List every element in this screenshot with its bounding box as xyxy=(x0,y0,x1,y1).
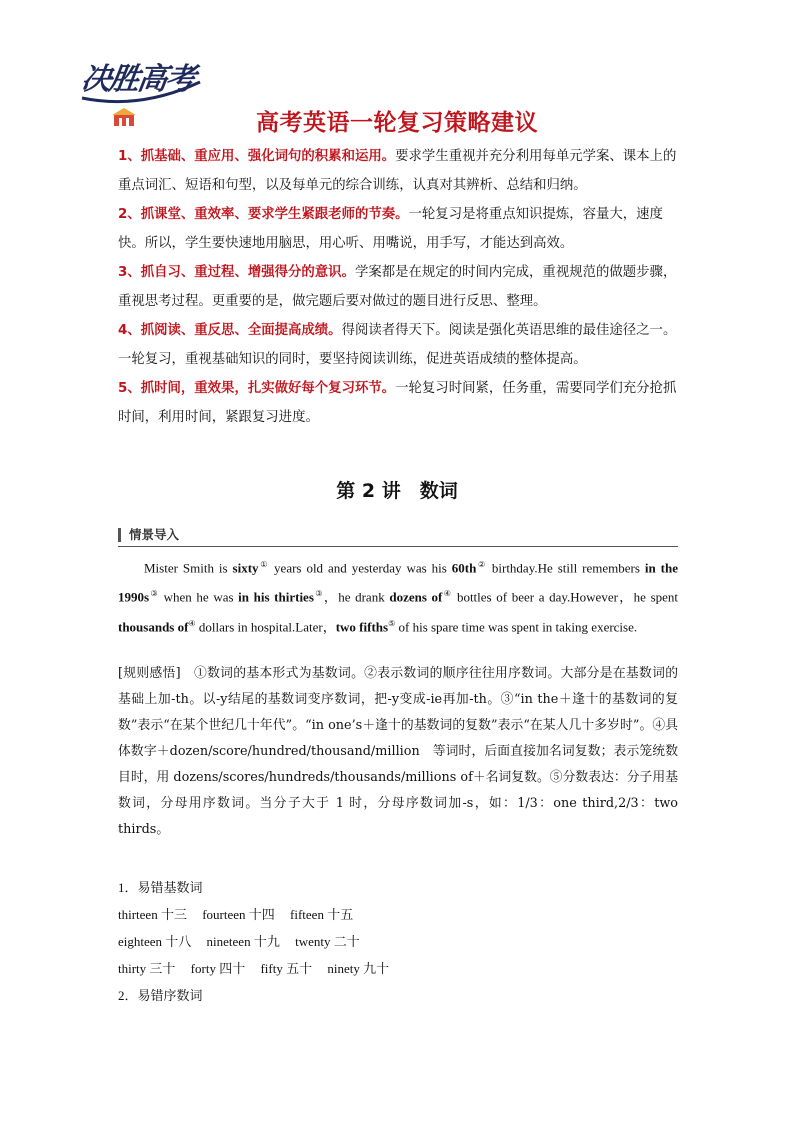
tip-highlight: 3、抓自习、重过程、增强得分的意识。 xyxy=(118,265,355,280)
passage-marker: ③ xyxy=(149,589,159,599)
list-item: nineteen 十九 xyxy=(206,934,280,949)
list-item: thirteen 十三 xyxy=(118,907,187,922)
list-row xyxy=(118,901,678,928)
passage-marker: ④ xyxy=(188,618,196,628)
passage-marker: ① xyxy=(258,560,270,569)
passage-text: of his spare time was spent in taking exercise. xyxy=(395,618,638,634)
list-item: fifteen 十五 xyxy=(290,907,354,922)
list-item: eighteen 十八 xyxy=(118,934,192,949)
passage-text: when he was xyxy=(159,589,239,605)
tip-body: 要求学生重视并充分利用每单元学案、课本上的重点词汇、短语和句型，以及每单元的综合训练，认真对其辨析、总结和归纳。 xyxy=(118,149,677,193)
list-item: fourteen 十四 xyxy=(202,907,275,922)
tip-body: 一轮复习时间紧，任务重，需要同学们充分抢抓时间，利用时间，紧跟复习进度。 xyxy=(118,381,677,425)
tip-highlight: 2、抓课堂、重效率、要求学生紧跟老师的节奏。 xyxy=(118,207,409,222)
list-item: twenty 二十 xyxy=(295,934,360,949)
section-label: 情景导入 xyxy=(118,528,179,542)
rule-insight: [规则感悟] ①数词的基本形式为基数词。②表示数词的顺序往往用序数词。大部分是在基数词的基础上加-th。以-y结尾的基数词变序数词，把-y变成-ie再加-th。③“in the＋逢十的基数词的复数”表示“在某个世纪几十年代”。“in one’s＋逢十的基数词的复数”表示“在某人几十多岁时”。④具体数字＋dozen/score/hundred/thousand/million 等词时，后面直接加名词复数；表示笼统数目时，用 dozens/scores/hundreds/thousands/millions of＋名词复数。⑤分数表达：分子用基数词，分母用序数词。当分子大于 1 时，分母序数词加-s，如：1/3：one third,2/3：two thirds。 xyxy=(118,666,678,837)
numeral-lists xyxy=(118,874,678,1009)
passage-keyword: two fifths xyxy=(335,618,389,634)
tip-body: 学案都是在规定的时间内完成，重视规范的做题步骤，重视思考过程。更重要的是，做完题后要对做过的题目进行反思、整理。 xyxy=(118,265,677,309)
passage-keyword: thousands of xyxy=(118,618,189,634)
passage-text: bottles of beer a day.However，he spent xyxy=(452,589,679,605)
tip-highlight: 1、抓基础、重应用、强化词句的积累和运用。 xyxy=(118,149,396,164)
list-row xyxy=(118,955,678,982)
section-header xyxy=(118,526,678,547)
logo-text: 决胜高考 xyxy=(79,62,196,97)
list-item: forty 四十 xyxy=(190,961,246,976)
passage-text: birthday.He still remembers xyxy=(486,560,645,576)
tip-item xyxy=(118,200,678,258)
passage-keyword: sixty xyxy=(232,560,259,576)
tip-body: 一轮复习是将重点知识提炼，容量大，速度快。所以，学生要快速地用脑思，用心听、用嘴说，用手写，才能达到高效。 xyxy=(118,207,663,251)
list-row xyxy=(118,928,678,955)
tip-item xyxy=(118,316,678,374)
list-item: fifty 五十 xyxy=(260,961,313,976)
list-heading: 2．易错序数词 xyxy=(118,988,203,1003)
passage-text: ，he drank xyxy=(323,589,390,605)
lesson-title: 第 2 讲 数词 xyxy=(336,480,458,502)
tip-body: 得阅读者得天下。阅读是强化英语思维的最佳途径之一。一轮复习，重视基础知识的同时，要坚持阅读训练，促进英语成绩的整体提高。 xyxy=(118,323,677,367)
list-item: thirty 三十 xyxy=(118,961,176,976)
strategy-tips xyxy=(118,142,678,432)
passage-marker: ④ xyxy=(442,589,453,599)
tip-item xyxy=(118,374,678,432)
list-heading: 1．易错基数词 xyxy=(118,880,203,895)
passage-text: dollars in hospital.Later， xyxy=(195,618,336,634)
passage-text: years old and yesterday was his xyxy=(269,560,452,576)
tip-item xyxy=(118,258,678,316)
passage-marker: ⑤ xyxy=(388,618,396,628)
passage-keyword: in his thirties xyxy=(238,589,314,605)
passage-keyword: 60th xyxy=(451,560,477,576)
intro-passage xyxy=(118,552,678,640)
tip-item xyxy=(118,142,678,200)
tip-highlight: 5、抓时间，重效果，扎实做好每个复习环节。 xyxy=(118,381,396,396)
list-item: ninety 九十 xyxy=(327,961,390,976)
passage-keyword: in the 1990s xyxy=(118,560,678,605)
passage-marker: ② xyxy=(476,560,487,569)
passage-paragraph xyxy=(118,552,678,640)
page-title: 高考英语一轮复习策略建议 xyxy=(256,110,538,136)
passage-marker: ③ xyxy=(313,589,324,599)
tip-highlight: 4、抓阅读、重反思、全面提高成绩。 xyxy=(118,323,342,338)
passage-keyword: dozens of xyxy=(389,589,443,605)
passage-text: Mister Smith is xyxy=(144,560,233,576)
